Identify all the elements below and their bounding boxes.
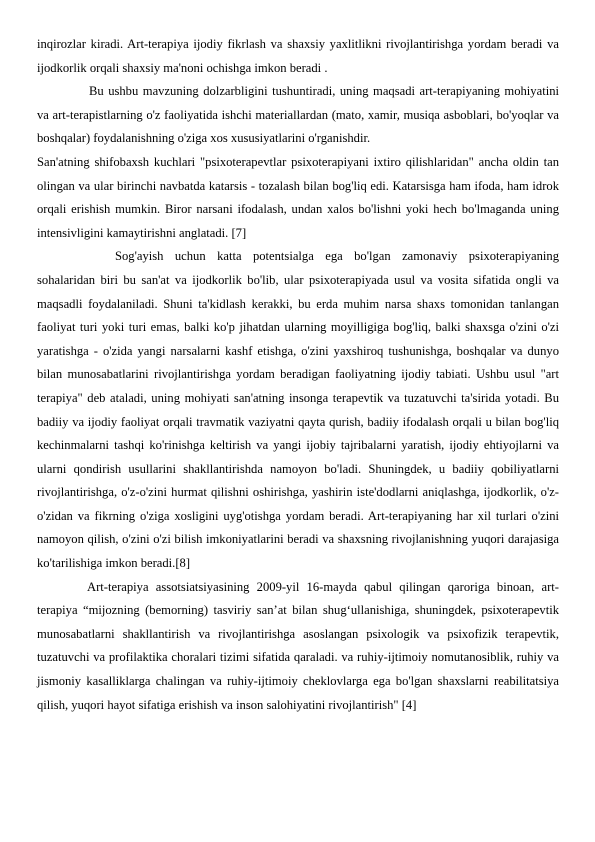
paragraph-art-therapy-method: Sog'ayish uchun katta potentsialga ega bo'lgan zamonaviy psixoterapiyaning sohalaridan biri bu san'at va ijodkorlik bo'lib, ular psixoterapiyada usul va vosita sifatida ongli va maqsadli foydalaniladi. Shuni ta'kidlash kerakki, bu erda muhim narsa shaxs tomonidan tanlangan faoliyat turi yoki turi emas, balki ko'p jihatdan ularning moyilligiga bog'liq, balki shaxsga o'zini o'zi yaratishga - o'zida yangi narsalarni kashf etishga, o'zini yaxshiroq tushunishga, boshqalar va dunyo bilan munosabatlarini rivojlantirishga yordam beradigan faoliyatning ijodiy tabiati. Ushbu usul "art terapiya" deb ataladi, uning mohiyati san'atning insonga terapevtik va tuzatuvchi ta'sirida yotadi. Bu badiiy va ijodiy faoliyat orqali travmatik vaziyatni qayta qurish, badiiy ifodalash orqali u bilan bog'liq kechinmalarni tashqi ko'rinishga keltirish va yangi ijobiy tajribalarni yaratish, ijodiy ehtiyojlarni va ularni qondirish usullarini shakllantirishda namoyon bo'ladi. Shuningdek, u badiiy qobiliyatlarni rivojlantirishga, o'z-o'zini hurmat qilishni oshirishga, yashirin iste'dodlarni aniqlashga, ijodkorlik, o'z-o'zidan va fikrning o'ziga xosligini uyg'otishga yordam beradi. Art-terapiyaning har xil turlari o'zini namoyon qilish, o'zini o'zi bilish imkoniyatlarini beradi va shaxsning rivojlanishning yuqori darajasiga ko'tarilishiga imkon beradi.[8]	[37, 249, 559, 571]
document-body	[37, 33, 559, 717]
paragraph-association-definition: Art-terapiya assotsiatsiyasining 2009-yil 16-mayda qabul qilingan qaroriga binoan, art-terapiya “mijozning (bemorning) tasviriy san’at bilan shug‘ullanishiga, shuningdek, psixoterapevtik munosabatlarni shakllantirish va rivojlantirishga asoslangan psixologik va psixofizik terapevtik, tuzatuvchi va profilaktika choralari tizimi sifatida qaraladi. va ruhiy-ijtimoiy nomutanosiblik, ruhiy va jismoniy kasalliklarga chalingan va ruhiy-ijtimoiy cheklovlarga ega bo'lgan shaxslarni reabilitatsiya qilish, yuqori hayot sifatiga erishish va inson salohiyatini rivojlantirish" [4]	[37, 579, 559, 712]
paragraph-catharsis: San'atning shifobaxsh kuchlari "psixoterapevtlar psixoterapiyani ixtiro qilishlaridan" ancha oldin tan olingan va ular birinchi navbatda katarsis - tozalash bilan bog'liq edi. Katarsisga ham ifoda, ham idrok orqali erishish mumkin. Biror narsani ifodalash, undan xalos bo'lishni yoki hech bo'lmaganda uning intensivligini kamaytirishni anglatadi. [7]	[37, 154, 559, 240]
paragraph-relevance: Bu ushbu mavzuning dolzarbligini tushuntiradi, uning maqsadi art-terapiyaning mohiyatini va art-terapistlarning o'z faoliyatida ishchi materiallardan (mato, xamir, musiqa asboblari, bo'yoqlar va boshqalar) foydalanishning o'ziga xos xususiyatlarini o'rganishdir.	[37, 84, 559, 146]
paragraph-continuation: inqirozlar kiradi. Art-terapiya ijodiy fikrlash va shaxsiy yaxlitlikni rivojlantirishga yordam beradi va ijodkorlik orqali shaxsiy ma'noni ochishga imkon beradi .	[37, 37, 559, 75]
